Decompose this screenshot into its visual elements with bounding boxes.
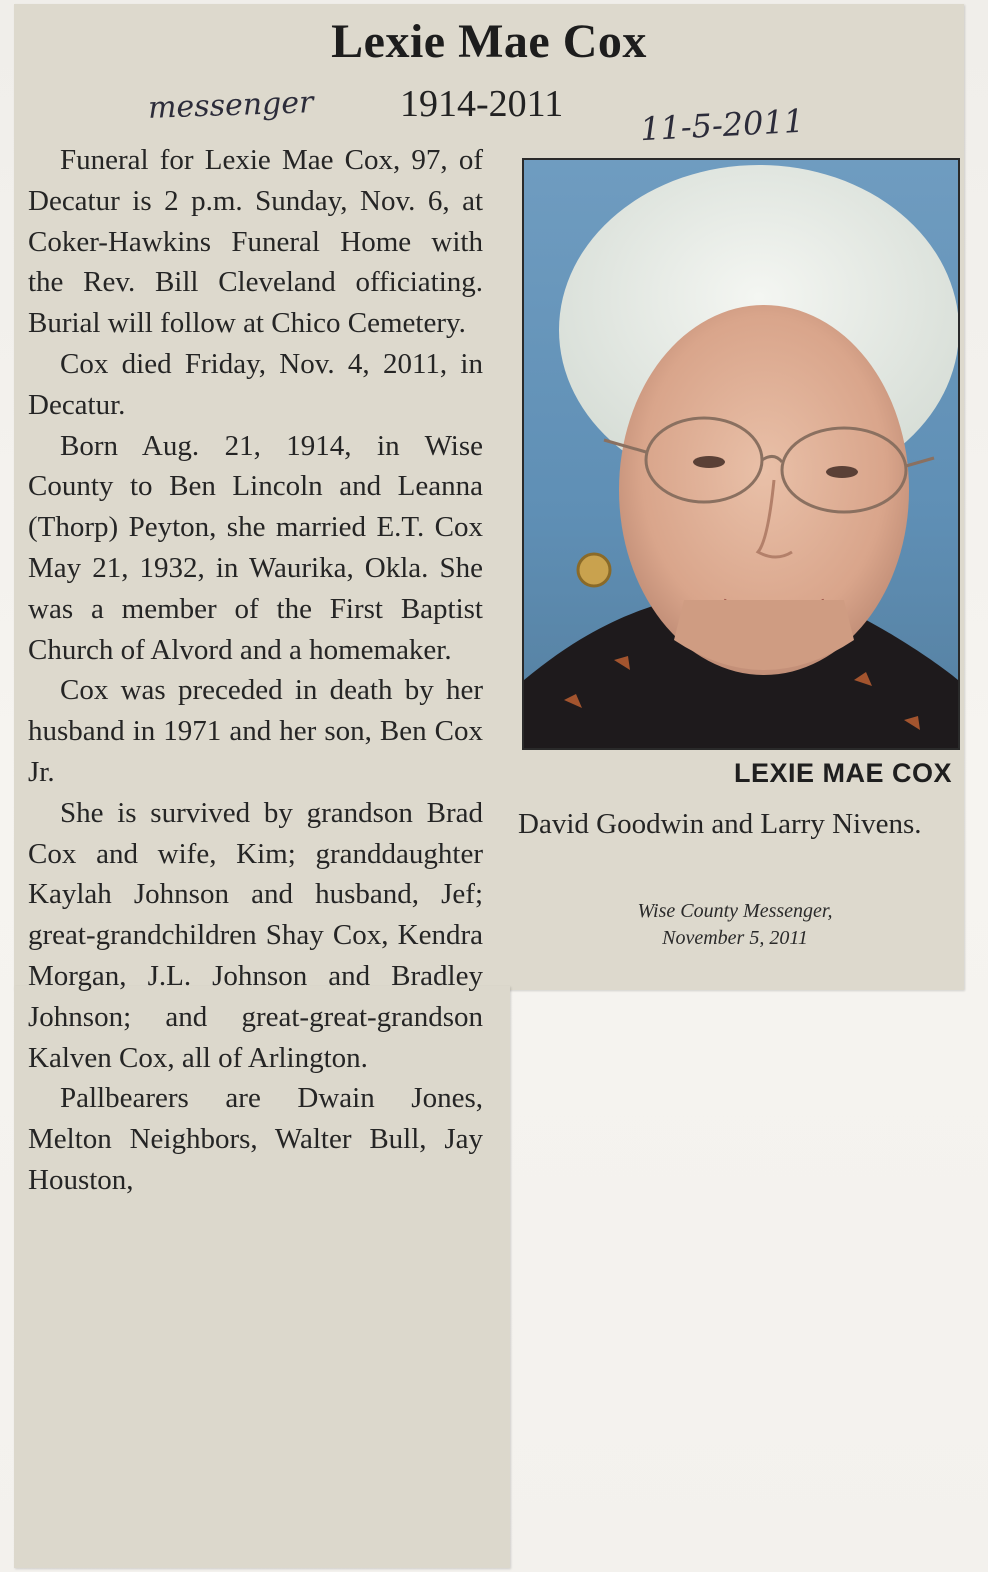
source-citation [560,898,910,952]
paragraph-pallbearers: Pallbearers are Dwain Jones, Melton Neighbors, Walter Bull, Jay Houston, [28,1082,483,1196]
paragraph-survivors: She is survived by grandson Brad Cox and wife, Kim; granddaughter Kaylah Johnson and husband, Jef; great-grandchildren Shay Cox, Kendra Morgan, J.L. Johnson and Bradley Johnson; and great-great-grandson Kalven Cox, all of Arlington. [28,796,483,1074]
photo-caption: LEXIE MAE COX [733,758,952,788]
handwritten-date-note: 11-5-2011 [639,101,806,149]
paragraph-funeral: Funeral for Lexie Mae Cox, 97, of Decatur is 2 p.m. Sunday, Nov. 6, at Coker-Hawkins Funeral Home with the Rev. Bill Cleveland officiating. Burial will follow at Chico Cemetery. [28,144,483,340]
paragraph-death: Cox died Friday, Nov. 4, 2011, in Decatur. [28,347,483,421]
paragraph-birth: Born Aug. 21, 1914, in Wise County to Ben Lincoln and Leanna (Thorp) Peyton, she married E.T. Cox May 21, 1932, in Waurika, Okla. She was a member of the First Baptist Church of Alvord and a homemaker. [28,429,483,666]
life-dates: 1914-2011 [400,83,564,125]
portrait-illustration [524,160,958,748]
obituary-body [28,140,483,1201]
obituary-headline: Lexie Mae Cox [331,15,647,68]
paragraph-preceded: Cox was preceded in death by her husband in 1971 and her son, Ben Cox Jr. [28,674,483,788]
continued-text: David Goodwin and Larry Nivens. [518,808,922,840]
source-date: November 5, 2011 [662,927,808,949]
handwritten-source-note: messenger [147,85,314,126]
portrait-photo [522,158,960,750]
source-publication: Wise County Messenger, [637,900,833,922]
